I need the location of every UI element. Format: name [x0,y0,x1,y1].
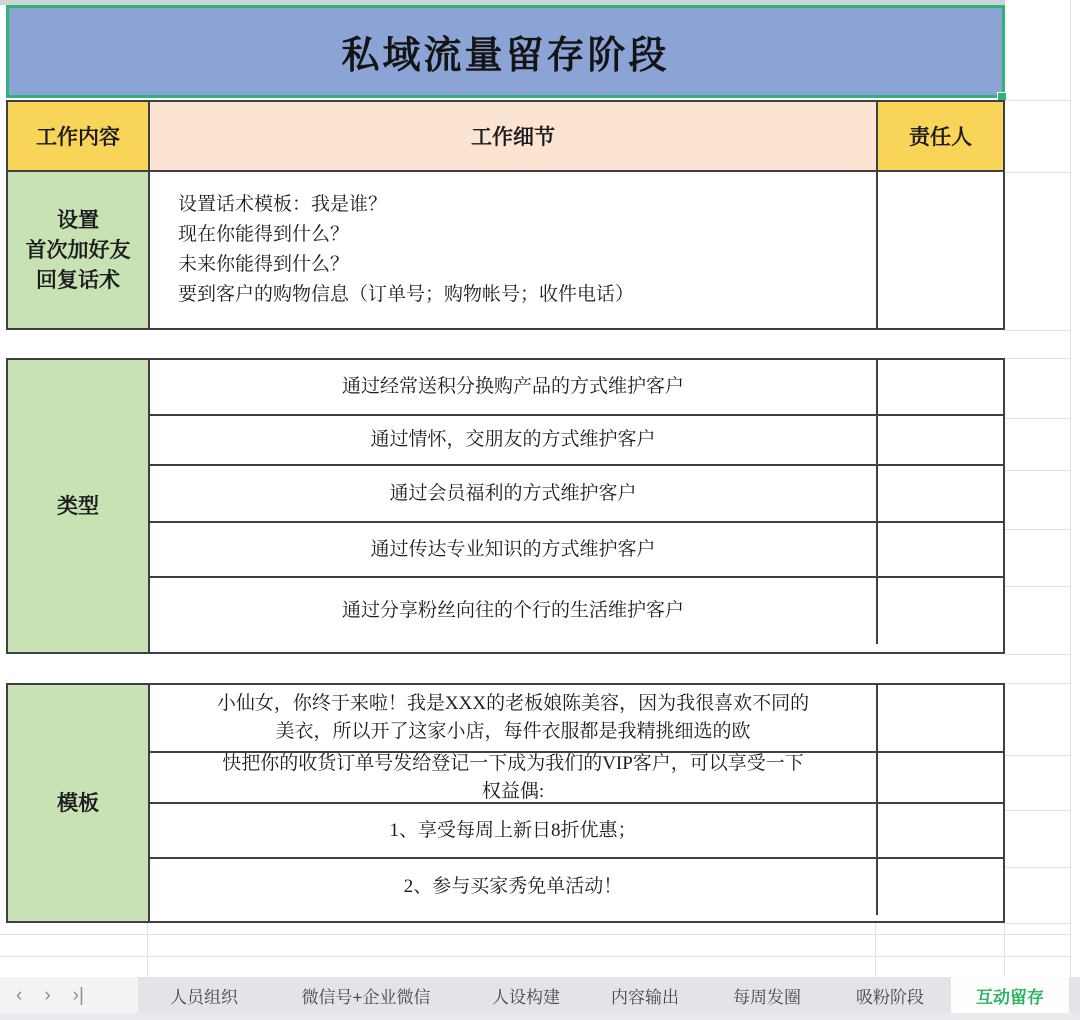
label-cell-setup[interactable]: 设置 首次加好友 回复话术 [8,172,150,328]
owner-cell[interactable] [878,753,1003,802]
gridline [0,956,1070,957]
nav-prev-sheet-icon[interactable]: ‹ [16,984,23,1006]
gridline [1005,418,1070,419]
bottom-strip [0,1013,1080,1020]
detail-cell-setup-script[interactable]: 设置话术模板：我是谁？ 现在你能得到什么？ 未来你能得到什么？ 要到客户的购物信息（订单号；购物帐号；收件电话） [150,172,878,328]
table-row [150,466,1003,523]
sheet-tab-bar [0,977,1080,1013]
header-cell-work-content[interactable]: 工作内容 [8,102,150,170]
template-detail-cell[interactable]: 2、参与买家秀免单活动！ [150,859,878,915]
table-row [150,859,1003,915]
owner-cell[interactable] [878,578,1003,644]
table-row [150,523,1003,578]
table-row [150,578,1003,644]
table-row [150,360,1003,416]
sheet-tab-interaction-retention[interactable]: 互动留存 [951,977,1069,1013]
gridline [1005,529,1070,530]
table-row [150,416,1003,466]
type-detail-cell[interactable]: 通过分享粉丝向往的个行的生活维护客户 [150,578,878,644]
sheet-tab-fan-acquisition[interactable]: 吸粉阶段 [856,987,924,1007]
title-cell[interactable] [6,5,1005,98]
gridline [147,923,148,977]
type-detail-cell[interactable]: 通过经常送积分换购产品的方式维护客户 [150,360,878,414]
table-row [150,804,1003,859]
sheet-tab-content-output[interactable]: 内容输出 [611,987,679,1007]
gridline [875,923,876,977]
gridline [0,934,1070,935]
table-block-template [6,683,1005,923]
gridline [1004,923,1005,977]
table-row [150,685,1003,753]
table-row [8,172,1003,328]
nav-last-sheet-icon[interactable]: ›| [72,984,84,1006]
gridline [1005,330,1070,331]
gridline [1005,586,1070,587]
gridline [1005,358,1070,359]
gridline [1005,810,1070,811]
header-row [8,102,1003,172]
gridline [1005,100,1070,101]
sheet-nav [0,977,138,1013]
table-row [150,753,1003,804]
label-cell-type[interactable]: 类型 [8,360,150,652]
gridline [1070,0,1071,977]
owner-cell[interactable] [878,523,1003,576]
owner-cell[interactable] [878,360,1003,414]
table-block-setup [6,100,1005,330]
type-detail-cell[interactable]: 通过情怀，交朋友的方式维护客户 [150,416,878,464]
owner-cell[interactable] [878,804,1003,857]
template-detail-cell[interactable]: 小仙女，你终于来啦！我是XXX的老板娘陈美容，因为我很喜欢不同的 美衣，所以开了这家小店，每件衣服都是我精挑细选的欧 [150,685,878,751]
header-cell-owner[interactable]: 责任人 [878,102,1003,170]
sheet-tab-personnel[interactable]: 人员组织 [170,987,238,1007]
owner-cell[interactable] [878,685,1003,751]
type-detail-cell[interactable]: 通过传达专业知识的方式维护客户 [150,523,878,576]
owner-cell[interactable] [878,466,1003,521]
gridline [1005,923,1070,924]
gridline [1005,683,1070,684]
gridline [1005,867,1070,868]
label-cell-template[interactable]: 模板 [8,685,150,921]
nav-next-sheet-icon[interactable]: › [44,984,51,1006]
page-title: 私域流量留存阶段 [341,35,670,77]
owner-cell[interactable] [878,172,1003,328]
sheet-tab-persona[interactable]: 人设构建 [492,987,560,1007]
owner-cell[interactable] [878,859,1003,915]
gridline [1005,755,1070,756]
gridline [1005,172,1070,173]
sheet-tab-weekly-posts[interactable]: 每周发圈 [733,987,801,1007]
type-detail-cell[interactable]: 通过会员福利的方式维护客户 [150,466,878,521]
table-block-type [6,358,1005,654]
template-detail-cell[interactable]: 1、享受每周上新日8折优惠； [150,804,878,857]
gridline [1005,470,1070,471]
owner-cell[interactable] [878,416,1003,464]
template-detail-cell[interactable]: 快把你的收货订单号发给登记一下成为我们的VIP客户，可以享受一下 权益偶: [150,753,878,802]
header-cell-work-detail[interactable]: 工作细节 [150,102,878,170]
sheet-tab-wechat[interactable]: 微信号+企业微信 [301,987,431,1007]
gridline [1005,654,1070,655]
